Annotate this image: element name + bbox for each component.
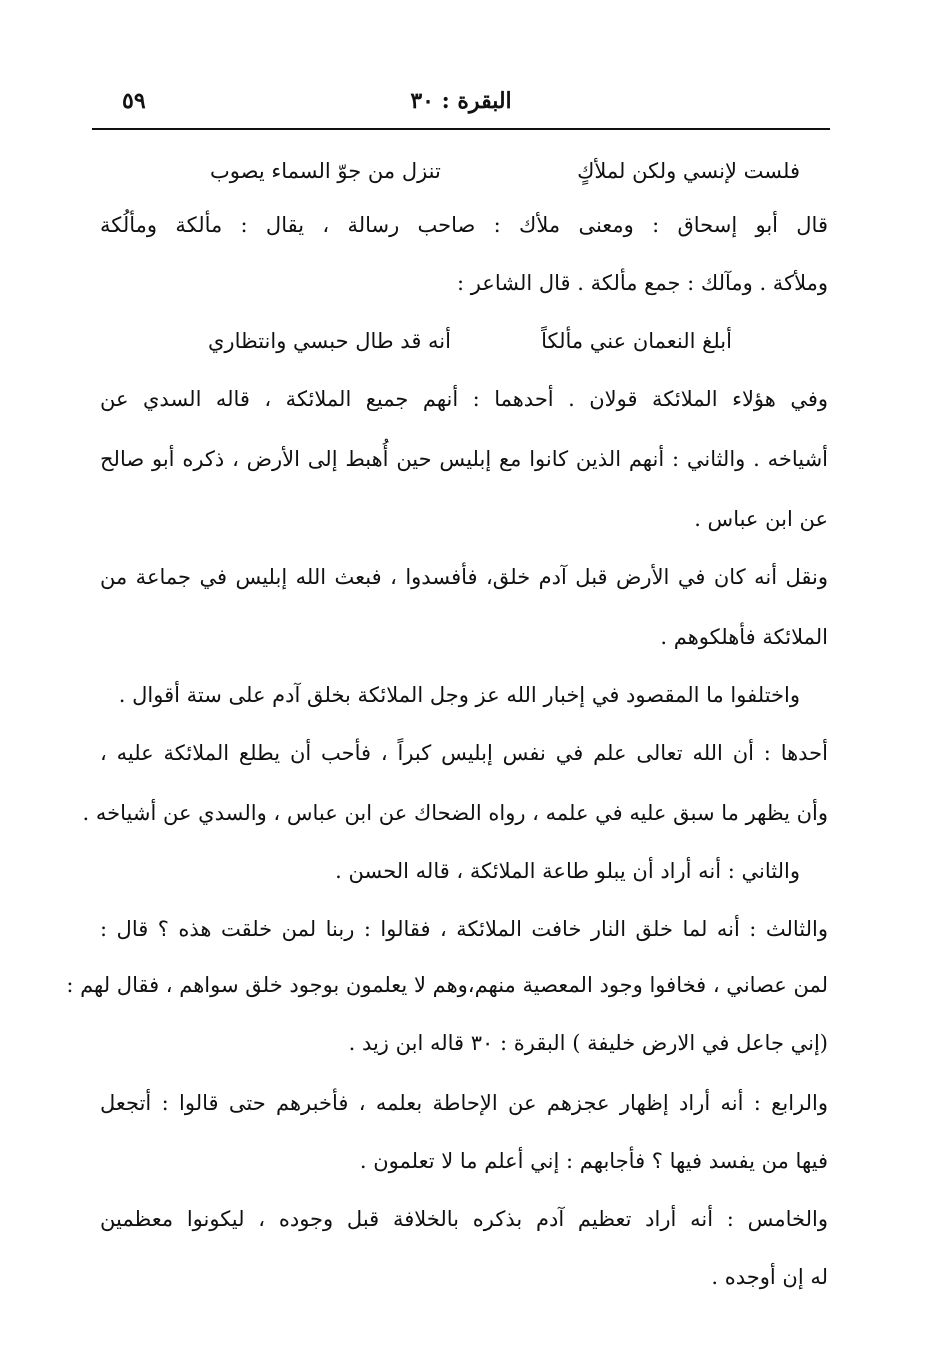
text-line: وملأكة . ومآلك : جمع مألكة . قال الشاعر : [456, 271, 828, 295]
text-line: لمن عصاني ، فخافوا وجود المعصية منهم،وهم لا يعلمون بوجود خلق سواهم ، فقال لهم : [66, 973, 828, 997]
text-line: (إني جاعل في الارض خليفة ) البقرة : ٣٠ قاله ابن زيد . [348, 1031, 828, 1055]
verse-2-first-hemistich: أبلغ النعمان عني مألكاً [541, 329, 732, 353]
text-line: أشياخه . والثاني : أنهم الذين كانوا مع إبليس حين أُهبط إلى الأرض ، ذكره أبو صالح [100, 447, 828, 471]
text-line: عن ابن عباس . [694, 507, 828, 531]
text-line: واختلفوا ما المقصود في إخبار الله عز وجل الملائكة بخلق آدم على ستة أقوال . [118, 683, 800, 707]
running-title: البقرة : ٣٠ [410, 88, 512, 114]
verse-2-second-hemistich: أنه قد طال حبسي وانتظاري [208, 329, 451, 353]
text-line: والثالث : أنه لما خلق النار خافت الملائكة ، فقالوا : ربنا لمن خلقت هذه ؟ قال : [100, 917, 828, 941]
text-line: الملائكة فأهلكوهم . [660, 625, 828, 649]
text-line: له إن أوجده . [711, 1265, 828, 1289]
verse-1-second-hemistich: تنزل من جوّ السماء يصوب [210, 159, 441, 183]
text-line: والرابع : أنه أراد إظهار عجزهم عن الإحاطة بعلمه ، فأخبرهم حتى قالوا : أتجعل [100, 1091, 828, 1115]
header-rule [92, 128, 830, 130]
text-line: أحدها : أن الله تعالى علم في نفس إبليس كبراً ، فأحب أن يطلع الملائكة عليه ، [100, 741, 828, 765]
text-line: والثاني : أنه أراد أن يبلو طاعة الملائكة ، قاله الحسن . [335, 859, 800, 883]
verse-1-first-hemistich: فلست لإنسي ولكن لملأكٍ [577, 159, 800, 183]
text-line: وفي هؤلاء الملائكة قولان . أحدهما : أنهم جميع الملائكة ، قاله السدي عن [100, 387, 828, 411]
text-line: فيها من يفسد فيها ؟ فأجابهم : إني أعلم ما لا تعلمون . [359, 1149, 828, 1173]
page-header [92, 84, 830, 124]
page-number: ٥٩ [122, 88, 146, 114]
text-line: ونقل أنه كان في الأرض قبل آدم خلق، فأفسدوا ، فبعث الله إبليس في جماعة من [100, 565, 828, 589]
text-line: قال أبو إسحاق : ومعنى ملأك : صاحب رسالة ، يقال : مألكة ومألُكة [100, 213, 828, 237]
text-line: والخامس : أنه أراد تعظيم آدم بذكره بالخلافة قبل وجوده ، ليكونوا معظمين [100, 1207, 828, 1231]
text-line: وأن يظهر ما سبق عليه في علمه ، رواه الضحاك عن ابن عباس ، والسدي عن أشياخه . [82, 801, 828, 825]
